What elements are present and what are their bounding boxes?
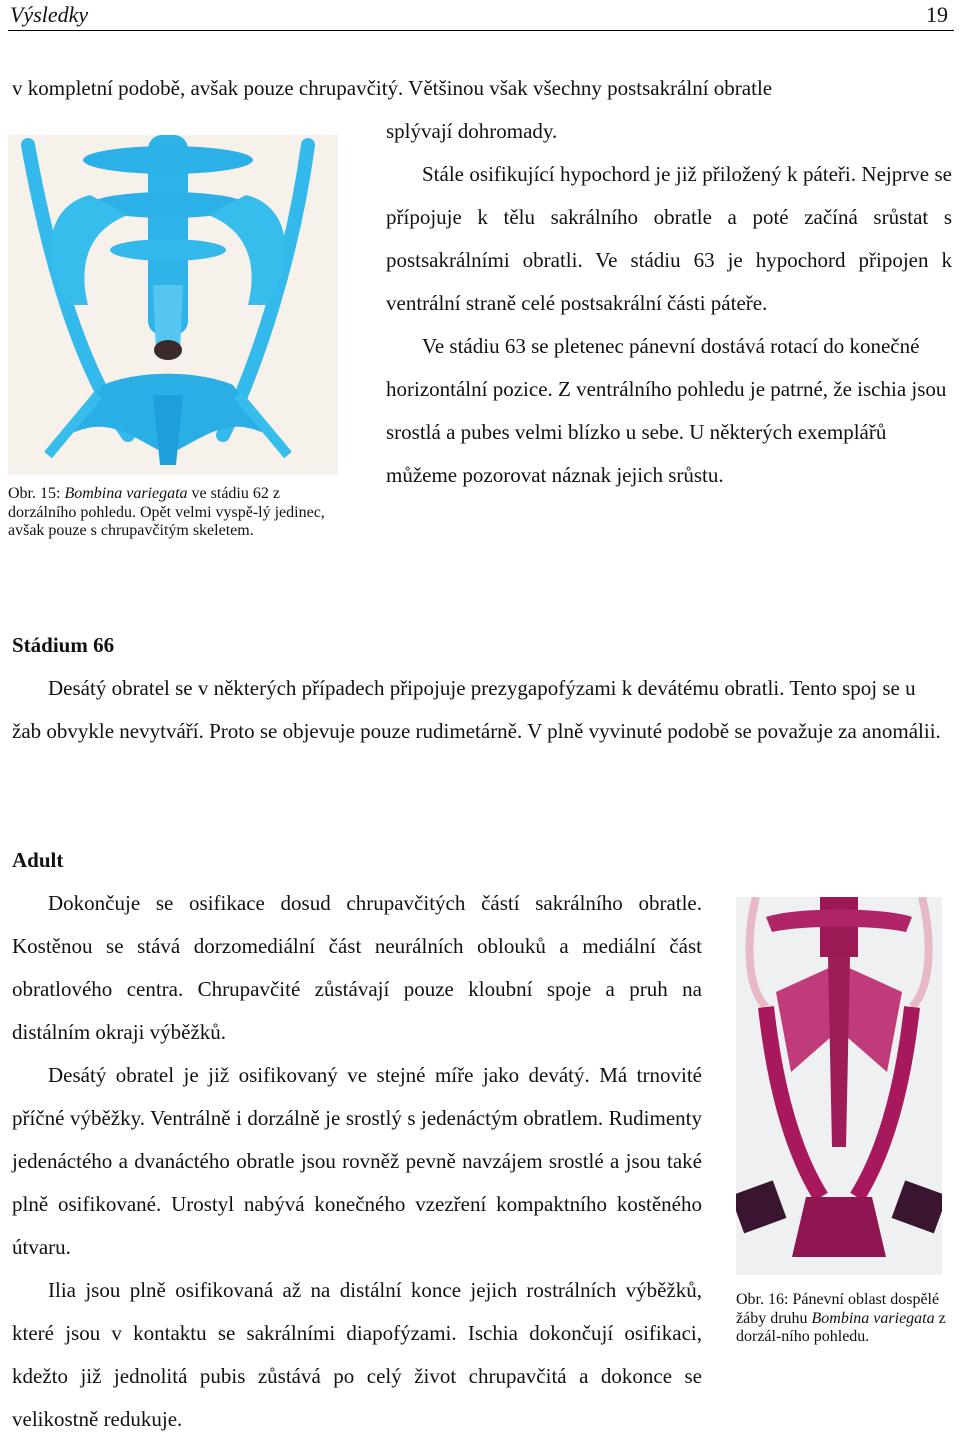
figure-16-caption-rest: z dorzál-ního pohledu.	[736, 1309, 946, 1345]
hypochord-paragraph: Stále osifikující hypochord je již přiložený k páteři. Nejprve se přípojuje k tělu sakrálního obratle a poté začíná srůstat s postsakrálními obratli. Ve stádiu 63 je hypochord připojen k ventrální straně celé postsakrální části páteře.	[386, 162, 952, 315]
ossified-pelvis-illustration	[736, 897, 942, 1275]
figure-15-caption-rest: ve stádiu 62 z dorzálního pohledu. Opět velmi vyspě-lý jedinec, avšak pouze s chrupavčitým skeletem.	[8, 485, 325, 539]
intro-line-2: splývají dohromady.	[386, 119, 558, 143]
intro-line-1: v kompletní podobě, avšak pouze chrupavčitý. Většinou však všechny postsakrální obratle	[12, 76, 773, 100]
figure-16-caption-prefix: Obr. 16: Pánevní oblast dospělé žáby druhu	[736, 1291, 940, 1327]
figure-16-image	[736, 897, 942, 1275]
figure-15-caption-species: Bombina variegata	[64, 485, 188, 502]
figure-16-caption-species: Bombina variegata	[811, 1309, 935, 1327]
page-number: 19	[926, 2, 948, 27]
adult-heading: Adult	[12, 848, 64, 872]
figure-15-caption-prefix: Obr. 15:	[8, 485, 65, 502]
cartilage-skeleton-illustration	[8, 135, 338, 475]
intro-column	[386, 110, 952, 497]
figure-16-caption	[736, 1291, 946, 1347]
figure-15-caption	[8, 485, 346, 541]
stadium-66-paragraph: Desátý obratel se v některých případech připojuje prezygapofýzami k devátému obratli. Tento spoj se u žab obvykle nevytváří. Proto se objevuje pouze rudimetárně. V plně vyvinuté podobě se považuje za anomálii.	[12, 676, 941, 743]
adult-text-column	[12, 882, 702, 1441]
adult-paragraph-2: Desátý obratel je již osifikovaný ve stejné míře jako devátý. Má trnovité příčné výběžky. Ventrálně i dorzálně je srostlý s jedenáctým obratlem. Rudimenty jedenáctého a dvanáctého obratle jsou rovněž pevně navzájem srostlé a jsou také plně osifikované. Urostyl nabývá konečného vzezření kompaktního kostěného útvaru.	[12, 1063, 702, 1259]
figure-15-image	[8, 135, 338, 475]
running-header	[8, 0, 954, 31]
pelvic-rotation-paragraph: Ve stádiu 63 se pletenec pánevní dostává rotací do konečné horizontální pozice. Z ventrálního pohledu je patrné, že ischia jsou srostlá a pubes velmi blízko u sebe. U některých exemplářů můžeme pozorovat náznak jejich srůstu.	[386, 334, 947, 487]
chapter-title: Výsledky	[10, 2, 89, 27]
stadium-66-heading: Stádium 66	[12, 633, 115, 657]
adult-paragraph-3: Ilia jsou plně osifikovaná až na distální konce jejich rostrálních výběžků, které jsou v kontaktu se sakrálními diapofýzami. Ischia dokončují osifikaci, kdežto již jednolitá pubis zůstává po celý život chrupavčitá a dokonce se velikostně redukuje.	[12, 1278, 702, 1431]
adult-paragraph-1: Dokončuje se osifikace dosud chrupavčitých částí sakrálního obratle. Kostěnou se stává dorzomediální část neurálních oblouků a mediální část obratlového centra. Chrupavčité zůstávají pouze kloubní spoje a pruh na distálním okraji výběžků.	[12, 891, 702, 1044]
